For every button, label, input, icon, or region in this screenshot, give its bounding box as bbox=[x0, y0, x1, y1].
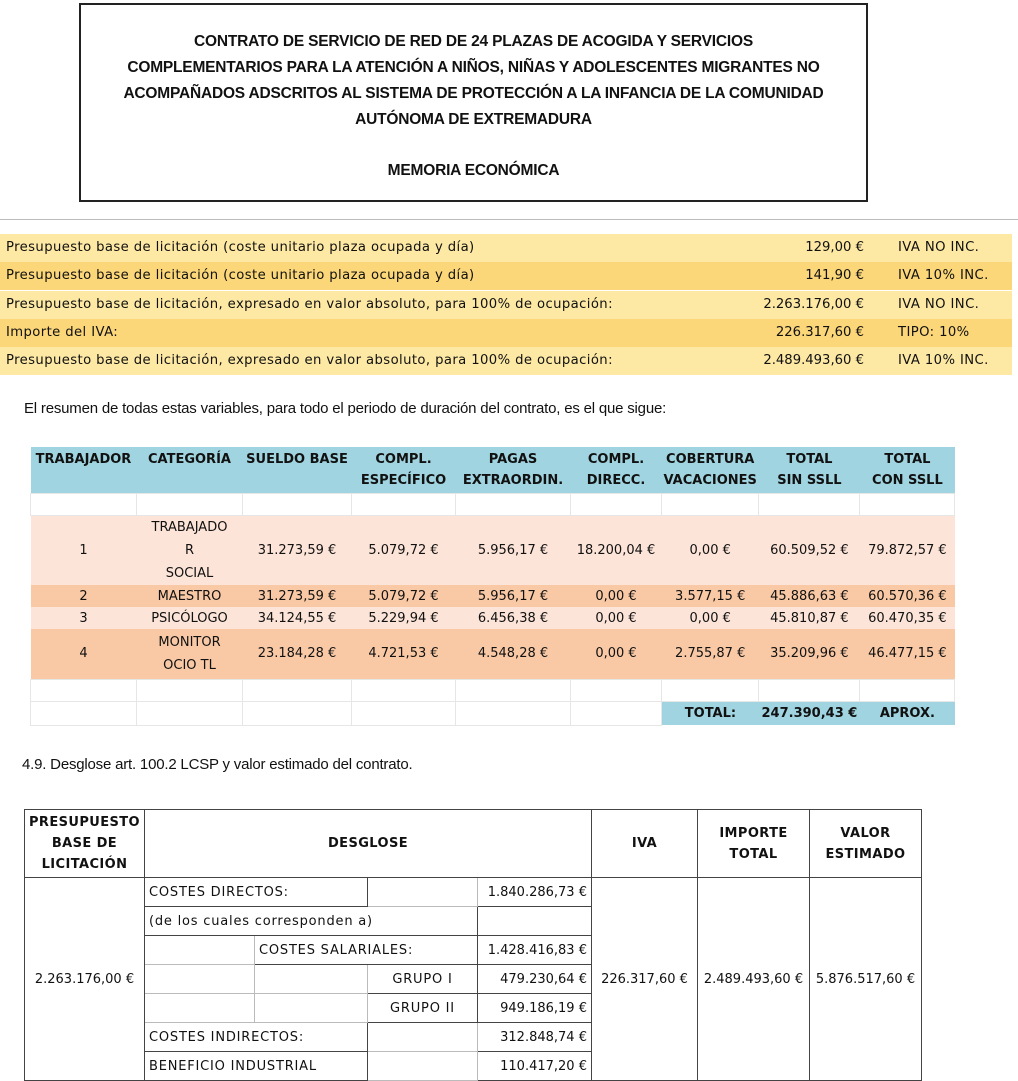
budget-tag: IVA 10% INC. bbox=[898, 268, 989, 283]
cell-total-con: 79.872,57 € bbox=[860, 515, 955, 585]
total-value: 247.390,43 € bbox=[759, 701, 860, 725]
cell-sueldo: 34.124,55 € bbox=[243, 607, 352, 629]
cell-especifico: 5.079,72 € bbox=[352, 515, 456, 585]
empty-cell bbox=[367, 1023, 477, 1052]
cell-total-sin: 35.209,96 € bbox=[759, 629, 860, 679]
spacer-row bbox=[31, 493, 955, 515]
col-header-total-sin: TOTAL SIN SSLL bbox=[759, 447, 860, 493]
spacer-row bbox=[31, 679, 955, 701]
empty-cell bbox=[367, 1052, 477, 1081]
budget-tag: IVA NO INC. bbox=[898, 297, 980, 312]
header-valor: VALOR ESTIMADO bbox=[809, 810, 921, 878]
cell-especifico: 5.079,72 € bbox=[352, 585, 456, 607]
budget-tag: IVA 10% INC. bbox=[898, 353, 989, 368]
cell-direcc: 0,00 € bbox=[571, 607, 662, 629]
value-costes-directos: 1.840.286,73 € bbox=[477, 878, 591, 907]
empty-cell bbox=[144, 936, 254, 965]
value-beneficio: 110.417,20 € bbox=[477, 1052, 591, 1081]
total-label: TOTAL: bbox=[662, 701, 759, 725]
cell-total-sin: 45.810,87 € bbox=[759, 607, 860, 629]
cell-pagas: 6.456,38 € bbox=[456, 607, 571, 629]
label-costes-indirectos: COSTES INDIRECTOS: bbox=[144, 1023, 367, 1052]
table-header-row bbox=[31, 447, 955, 493]
title-line: AUTÓNOMA DE EXTREMADURA bbox=[355, 111, 592, 128]
budget-value: 141,90 € bbox=[805, 268, 864, 283]
cell-pagas: 4.548,28 € bbox=[456, 629, 571, 679]
cell-importe-total: 2.489.493,60 € bbox=[697, 878, 809, 1081]
worker-number: 1 bbox=[31, 515, 137, 585]
cell-direcc: 0,00 € bbox=[571, 585, 662, 607]
cell-especifico: 4.721,53 € bbox=[352, 629, 456, 679]
cell-total-sin: 45.886,63 € bbox=[759, 585, 860, 607]
label-grupo-2: GRUPO II bbox=[367, 994, 477, 1023]
worker-number: 3 bbox=[31, 607, 137, 629]
table-row bbox=[31, 607, 955, 629]
col-header-cobertura: COBERTURA VACACIONES bbox=[662, 447, 759, 493]
worker-number: 4 bbox=[31, 629, 137, 679]
title-line: COMPLEMENTARIOS PARA LA ATENCIÓN A NIÑOS, NIÑAS Y ADOLESCENTES MIGRANTES NO bbox=[127, 59, 820, 76]
budget-row bbox=[0, 262, 1012, 290]
empty-cell bbox=[144, 994, 254, 1023]
value-grupo-1: 479.230,64 € bbox=[477, 965, 591, 994]
header-presupuesto: PRESUPUESTO BASE DE LICITACIÓN bbox=[25, 810, 145, 878]
budget-value: 129,00 € bbox=[805, 240, 864, 255]
empty-cell bbox=[367, 878, 477, 907]
cell-direcc: 18.200,04 € bbox=[571, 515, 662, 585]
col-header-categoria: CATEGORÍA bbox=[137, 447, 243, 493]
col-header-pagas: PAGAS EXTRAORDIN. bbox=[456, 447, 571, 493]
total-row bbox=[31, 701, 955, 725]
document-header-box bbox=[79, 3, 868, 202]
label-costes-directos: COSTES DIRECTOS: bbox=[144, 878, 367, 907]
value-costes-indirectos: 312.848,74 € bbox=[477, 1023, 591, 1052]
value-costes-salariales: 1.428.416,83 € bbox=[477, 936, 591, 965]
table-row bbox=[31, 629, 955, 679]
col-header-compl-direcc: COMPL. DIRECC. bbox=[571, 447, 662, 493]
empty-cell bbox=[144, 965, 254, 994]
label-costes-salariales: COSTES SALARIALES: bbox=[254, 936, 477, 965]
header-iva: IVA bbox=[591, 810, 697, 878]
cell-pagas: 5.956,17 € bbox=[456, 585, 571, 607]
budget-tag: IVA NO INC. bbox=[898, 240, 980, 255]
value-grupo-2: 949.186,19 € bbox=[477, 994, 591, 1023]
budget-label: Presupuesto base de licitación (coste unitario plaza ocupada y día) bbox=[6, 240, 475, 255]
budget-tag: TIPO: 10% bbox=[898, 325, 970, 340]
workers-table bbox=[30, 447, 955, 726]
col-header-sueldo: SUELDO BASE bbox=[243, 447, 352, 493]
cell-total-sin: 60.509,52 € bbox=[759, 515, 860, 585]
budget-label: Presupuesto base de licitación, expresado en valor absoluto, para 100% de ocupación: bbox=[6, 297, 613, 312]
breakdown-header-row bbox=[25, 810, 922, 878]
cell-total-con: 60.570,36 € bbox=[860, 585, 955, 607]
cell-direcc: 0,00 € bbox=[571, 629, 662, 679]
budget-label: Presupuesto base de licitación, expresado en valor absoluto, para 100% de ocupación: bbox=[6, 353, 613, 368]
empty-cell bbox=[254, 965, 367, 994]
cell-sueldo: 31.273,59 € bbox=[243, 515, 352, 585]
breakdown-table bbox=[24, 809, 922, 1081]
cell-total-con: 46.477,15 € bbox=[860, 629, 955, 679]
worker-category: MONITOR OCIO TL bbox=[137, 629, 243, 679]
cell-sueldo: 31.273,59 € bbox=[243, 585, 352, 607]
summary-paragraph: El resumen de todas estas variables, para todo el periodo de duración del contrato, es el que sigue: bbox=[24, 400, 667, 417]
cell-especifico: 5.229,94 € bbox=[352, 607, 456, 629]
cell-pagas: 5.956,17 € bbox=[456, 515, 571, 585]
worker-category: TRABAJADO R SOCIAL bbox=[137, 515, 243, 585]
label-beneficio: BENEFICIO INDUSTRIAL bbox=[144, 1052, 367, 1081]
table-row bbox=[25, 878, 922, 907]
cell-valor-estimado: 5.876.517,60 € bbox=[809, 878, 921, 1081]
header-desglose: DESGLOSE bbox=[144, 810, 591, 878]
label-grupo-1: GRUPO I bbox=[367, 965, 477, 994]
cell-iva: 226.317,60 € bbox=[591, 878, 697, 1081]
cell-total-con: 60.470,35 € bbox=[860, 607, 955, 629]
worker-number: 2 bbox=[31, 585, 137, 607]
cell-sueldo: 23.184,28 € bbox=[243, 629, 352, 679]
budget-value: 2.263.176,00 € bbox=[763, 297, 864, 312]
title-line: ACOMPAÑADOS ADSCRITOS AL SISTEMA DE PROTECCIÓN A LA INFANCIA DE LA COMUNIDAD bbox=[123, 85, 824, 102]
section-heading: 4.9. Desglose art. 100.2 LCSP y valor estimado del contrato. bbox=[22, 756, 413, 773]
label-de-los-cuales: (de los cuales corresponden a) bbox=[144, 907, 477, 936]
total-note: APROX. bbox=[860, 701, 955, 725]
budget-label: Importe del IVA: bbox=[6, 325, 119, 340]
budget-row bbox=[0, 291, 1012, 319]
cell-vacaciones: 3.577,15 € bbox=[662, 585, 759, 607]
cell-vacaciones: 2.755,87 € bbox=[662, 629, 759, 679]
col-header-trabajador: TRABAJADOR bbox=[31, 447, 137, 493]
cell-presupuesto: 2.263.176,00 € bbox=[25, 878, 145, 1081]
budget-row bbox=[0, 234, 1012, 262]
table-row bbox=[31, 585, 955, 607]
header-importe: IMPORTE TOTAL bbox=[697, 810, 809, 878]
cell-vacaciones: 0,00 € bbox=[662, 607, 759, 629]
budget-row bbox=[0, 347, 1012, 375]
empty-cell bbox=[477, 907, 591, 936]
worker-category: MAESTRO bbox=[137, 585, 243, 607]
empty-cell bbox=[254, 994, 367, 1023]
divider bbox=[0, 219, 1018, 220]
contract-title bbox=[81, 29, 866, 133]
memoria-subtitle: MEMORIA ECONÓMICA bbox=[387, 162, 560, 179]
col-header-compl-especifico: COMPL. ESPECÍFICO bbox=[352, 447, 456, 493]
budget-label: Presupuesto base de licitación (coste unitario plaza ocupada y día) bbox=[6, 268, 475, 283]
col-header-total-con: TOTAL CON SSLL bbox=[860, 447, 955, 493]
table-row bbox=[31, 515, 955, 585]
worker-category: PSICÓLOGO bbox=[137, 607, 243, 629]
cell-vacaciones: 0,00 € bbox=[662, 515, 759, 585]
budget-row bbox=[0, 319, 1012, 347]
budget-value: 2.489.493,60 € bbox=[763, 353, 864, 368]
budget-value: 226.317,60 € bbox=[775, 325, 864, 340]
title-line: CONTRATO DE SERVICIO DE RED DE 24 PLAZAS DE ACOGIDA Y SERVICIOS bbox=[193, 33, 753, 50]
